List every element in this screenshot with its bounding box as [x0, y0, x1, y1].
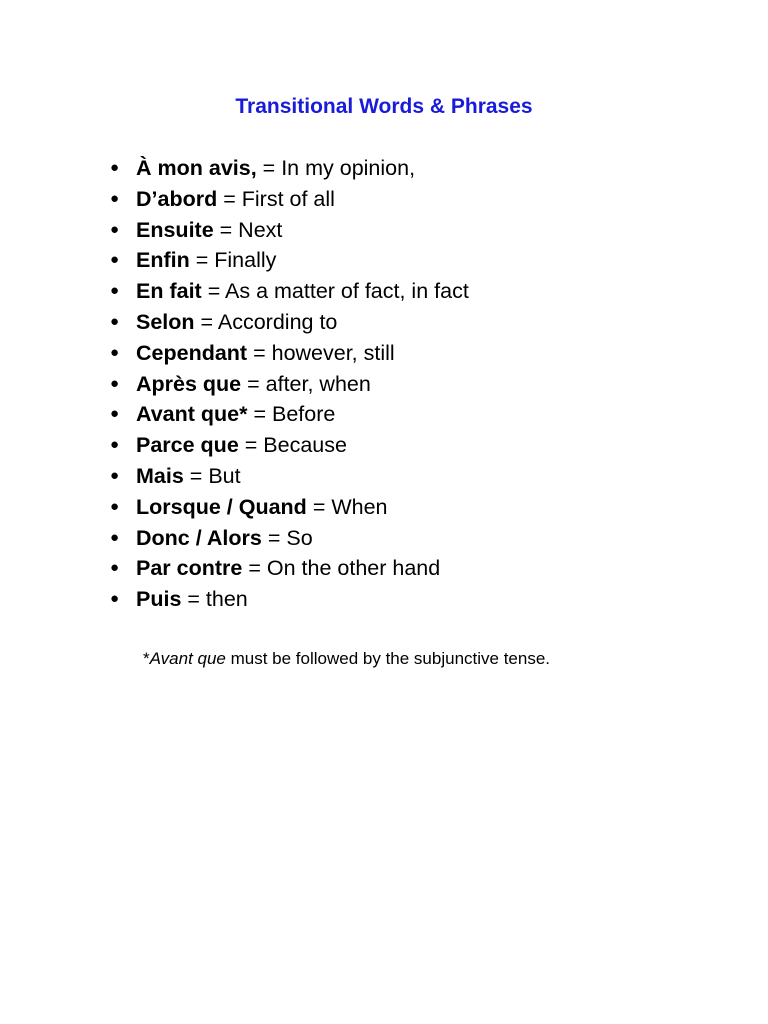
footnote-asterisk: *	[143, 649, 150, 668]
list-item	[110, 492, 469, 523]
list-item	[110, 245, 469, 276]
footnote	[143, 647, 550, 671]
term: En fait	[136, 279, 202, 304]
term: D’abord	[136, 186, 218, 211]
bullet-icon: ●	[110, 189, 120, 207]
meaning: = Before	[253, 402, 336, 427]
meaning: = however, still	[253, 340, 395, 365]
bullet-icon: ●	[110, 282, 120, 300]
bullet-icon: ●	[110, 159, 120, 176]
bullet-icon: ●	[110, 374, 120, 392]
bullet-icon: ●	[110, 528, 120, 546]
meaning: = Next	[219, 217, 283, 242]
list-item	[110, 153, 469, 184]
list-item	[110, 307, 469, 338]
meaning: = then	[187, 587, 248, 612]
footnote-emphasis: Avant que	[149, 649, 226, 668]
term: Lorsque / Quand	[136, 494, 307, 519]
bullet-icon: ●	[110, 559, 120, 577]
list-item	[110, 184, 469, 215]
term: Cependant	[136, 340, 248, 365]
bullet-icon: ●	[110, 312, 120, 330]
term: Donc / Alors	[136, 525, 262, 550]
list-item	[110, 553, 469, 584]
term: Selon	[136, 309, 195, 334]
bullet-icon: ●	[110, 405, 120, 423]
meaning: = As a matter of fact, in fact	[207, 279, 469, 304]
meaning: = According to	[200, 309, 338, 334]
term: Après que	[136, 371, 242, 396]
term: Ensuite	[136, 217, 214, 242]
bullet-icon: ●	[110, 497, 120, 515]
list-item	[110, 584, 469, 615]
meaning: = Finally	[195, 248, 277, 273]
term: Puis	[136, 587, 182, 612]
bullet-icon: ●	[110, 436, 120, 454]
term: Par contre	[136, 556, 243, 581]
term: Mais	[136, 463, 184, 488]
meaning: = When	[312, 494, 388, 519]
bullet-icon: ●	[110, 343, 120, 361]
list-item	[110, 369, 469, 400]
meaning: = On the other hand	[248, 556, 441, 581]
bullet-icon: ●	[110, 590, 120, 608]
bullet-icon: ●	[110, 251, 120, 269]
meaning: = Because	[244, 433, 347, 458]
list-item	[110, 215, 469, 246]
list-item	[110, 523, 469, 554]
list-item	[110, 399, 469, 430]
list-item	[110, 461, 469, 492]
footnote-text: must be followed by the subjunctive tense.	[225, 649, 551, 668]
term: Avant que*	[136, 402, 248, 427]
list-item	[110, 430, 469, 461]
transition-word-list	[110, 153, 469, 615]
meaning: = But	[189, 463, 241, 488]
list-item	[110, 338, 469, 369]
meaning: = First of all	[223, 186, 335, 211]
page-title: Transitional Words & Phrases	[235, 95, 533, 118]
meaning: = So	[267, 525, 313, 550]
list-item	[110, 276, 469, 307]
term: Parce que	[136, 433, 239, 458]
meaning: = after, when	[247, 371, 371, 396]
bullet-icon: ●	[110, 466, 120, 484]
meaning: = In my opinion,	[262, 156, 416, 180]
bullet-icon: ●	[110, 220, 120, 238]
term: À mon avis,	[136, 156, 257, 180]
term: Enfin	[136, 248, 190, 273]
